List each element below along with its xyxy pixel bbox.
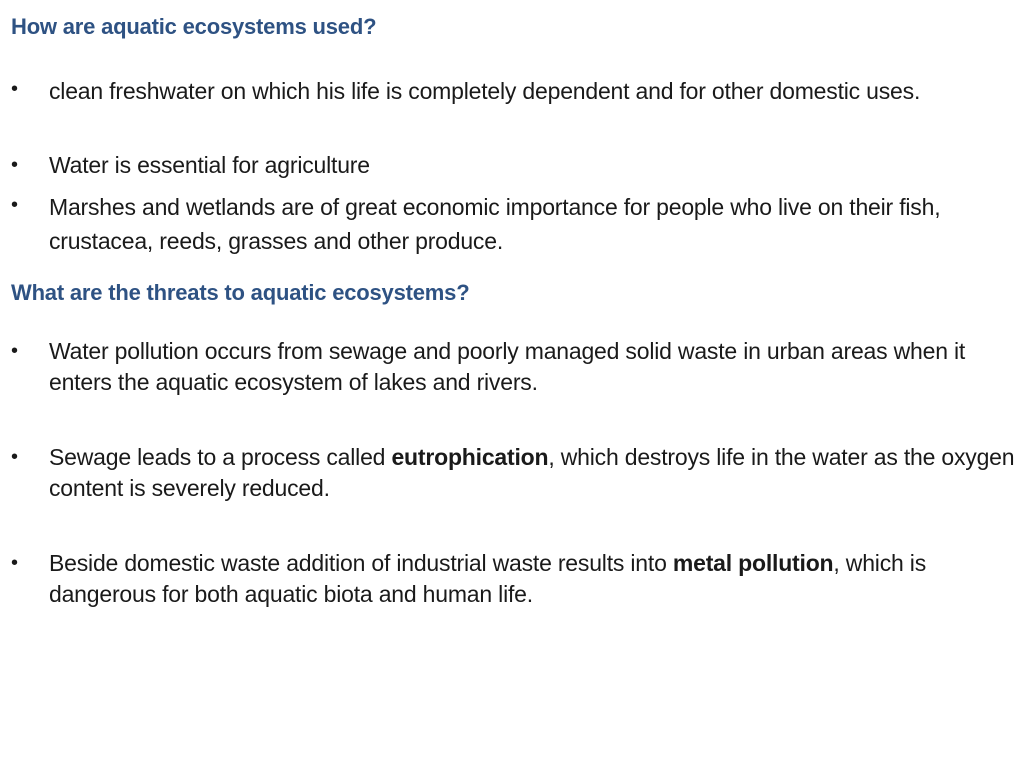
list-item <box>11 442 1020 504</box>
bullet-text <box>49 548 1020 610</box>
bullet-text <box>49 442 1020 504</box>
bullet-text-end: , which destroys life in the water as the oxygen content is severely reduced. <box>49 444 1015 501</box>
list-item <box>11 336 1020 398</box>
term-metal-pollution: metal pollution <box>672 550 834 576</box>
bullet-text-start: Sewage leads to a process called <box>49 444 392 470</box>
bullet-text: Water pollution occurs from sewage and poorly managed solid waste in urban areas when it enters the aquatic ecosystem of lakes and rivers. <box>49 338 966 395</box>
section-heading-threats: What are the threats to aquatic ecosystems? <box>11 280 470 305</box>
term-eutrophication: eutrophication <box>391 444 549 470</box>
bullet-marker: • <box>11 446 18 468</box>
bullet-marker: • <box>11 340 18 362</box>
section-heading-uses: How are aquatic ecosystems used? <box>11 14 377 39</box>
list-item <box>11 548 1020 610</box>
bullet-text: Marshes and wetlands are of great economic importance for people who live on their fish, crustacea, reeds, grasses and other produce. <box>49 194 941 254</box>
list-item <box>11 74 1020 108</box>
bullet-marker: • <box>11 552 18 574</box>
list-item <box>11 190 1020 258</box>
list-item <box>11 150 1020 181</box>
bullet-text-start: Beside domestic waste addition of industrial waste results into <box>49 550 673 576</box>
bullet-marker: • <box>11 154 18 176</box>
bullet-text-end: , which is dangerous for both aquatic biota and human life. <box>49 550 927 607</box>
bullet-marker: • <box>11 78 18 100</box>
bullet-marker: • <box>11 194 18 216</box>
bullet-text: Water is essential for agriculture <box>49 152 370 178</box>
bullet-text: clean freshwater on which his life is completely dependent and for other domestic uses. <box>49 78 921 104</box>
